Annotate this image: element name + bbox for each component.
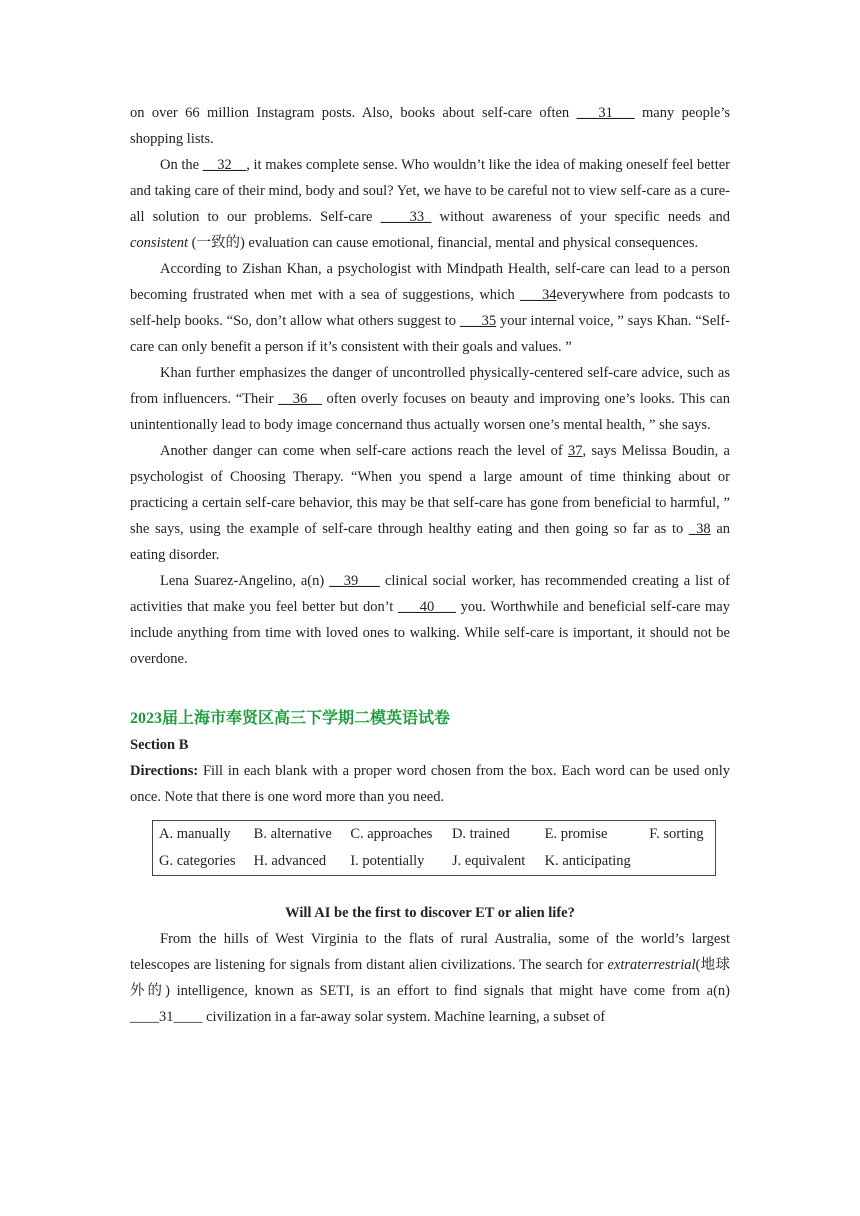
text: everywhere from podcasts to self-help books. “So, don’t allow what others suggest to — [130, 287, 730, 329]
text: According to Zishan Khan, a psychologist with Mindpath Health, self-care can lead to a person becoming frustrated when met with a sea of suggestions, which — [130, 261, 730, 303]
text: Khan further emphasizes the danger of uncontrolled physically-centered self-care advice, such as from influencers. “Their — [130, 365, 730, 407]
word-option: A. manually — [159, 826, 231, 842]
blank-32: __32__ — [202, 157, 247, 173]
text: clinical social worker, has recommended creating a list of activities that make you feel better but don’t — [130, 573, 730, 615]
text: without awareness of your specific needs and — [431, 209, 730, 225]
text: often overly focuses on beauty and improving one’s looks. This can unintentionally lead to body image concernand thus actually worsen one’s mental health, ” she says. — [130, 391, 730, 433]
section-heading: Section B — [130, 737, 189, 753]
text: you. Worthwhile and beneficial self-care may include anything from time with loved ones to walking. While self-care is important, it should not be overdone. — [130, 599, 730, 667]
word-option: G. categories — [159, 853, 236, 869]
paragraph-2 — [130, 152, 730, 256]
paragraph-3 — [130, 256, 730, 360]
blank-34: ___34 — [520, 287, 557, 303]
directions — [130, 758, 730, 810]
directions-label: Directions: — [130, 763, 199, 779]
word-box — [152, 820, 716, 876]
text: On the — [160, 157, 203, 173]
text: , it makes complete sense. Who wouldn’t like the idea of making oneself feel better and taking care of their mind, body and soul? Yet, we have to be careful not to view self-care as a cure-all solution to our problems. Self-care — [130, 157, 730, 225]
paragraph-6 — [130, 568, 730, 672]
blank-38: _38 — [688, 521, 711, 537]
word-box-row — [159, 848, 709, 875]
word-option: K. anticipating — [544, 853, 631, 869]
italic-term: extraterrestrial — [607, 957, 696, 973]
paragraph-1 — [130, 100, 730, 152]
text: on over 66 million Instagram posts. Also, books about self-care often — [130, 105, 577, 121]
text: , says Melissa Boudin, a psychologist of Choosing Therapy. “When you spend a large amount of time thinking about or practicing a certain self-care behavior, this may be that self-care has gone from beneficial to harmful, ” she says, using the example of self-care through healthy eating and then going so far as to — [130, 443, 730, 537]
text: an eating disorder. — [130, 521, 731, 563]
word-option: D. trained — [451, 826, 510, 842]
blank-35: ___35 — [459, 313, 497, 329]
blank-31: ___31___ — [576, 105, 635, 121]
passage-title: Will AI be the first to discover ET or alien life? — [285, 905, 575, 921]
paragraph-4 — [130, 360, 730, 438]
text: (地球外的) intelligence, known as SETI, is an effort to find signals that might have come from a(n) ____31____ civilization in a far-away solar system. Machine learning, a subset of — [130, 957, 730, 1025]
word-option: E. promise — [544, 826, 608, 842]
word-box-row — [159, 821, 709, 848]
word-option: I. potentially — [350, 853, 425, 869]
blank-33: ____33_ — [380, 209, 432, 225]
blank-36: __36__ — [278, 391, 322, 407]
word-option: H. advanced — [253, 853, 327, 869]
word-option: C. approaches — [350, 826, 433, 842]
text: Lena Suarez-Angelino, a(n) — [160, 573, 330, 589]
text: many people’s shopping lists. — [130, 105, 730, 147]
text: your internal voice, ” says Khan. “Self-care can only benefit a person if it’s consistent with their goals and values. ” — [130, 313, 730, 355]
italic-term: consistent — [130, 235, 188, 251]
word-option: J. equivalent — [451, 853, 526, 869]
paragraph-5 — [130, 438, 730, 568]
word-option: B. alternative — [253, 826, 332, 842]
section-title: 2023届上海市奉贤区高三下学期二模英语试卷 — [130, 710, 451, 727]
text: Another danger can come when self-care actions reach the level of — [160, 443, 569, 459]
word-option — [649, 848, 709, 875]
directions-text: Fill in each blank with a proper word chosen from the box. Each word can be used only once. Note that there is one word more than you need. — [130, 763, 730, 805]
passage-paragraph — [130, 926, 730, 1030]
document-page — [130, 100, 730, 1030]
blank-37: 37 — [568, 443, 583, 459]
blank-39: __39___ — [329, 573, 380, 589]
text: From the hills of West Virginia to the flats of rural Australia, some of the world’s largest telescopes are listening for signals from distant alien civilizations. The search for — [130, 931, 730, 973]
text: (一致的) evaluation can cause emotional, financial, mental and physical consequences. — [188, 235, 699, 251]
blank-40: ___40___ — [397, 599, 456, 615]
word-option: F. sorting — [649, 826, 704, 842]
